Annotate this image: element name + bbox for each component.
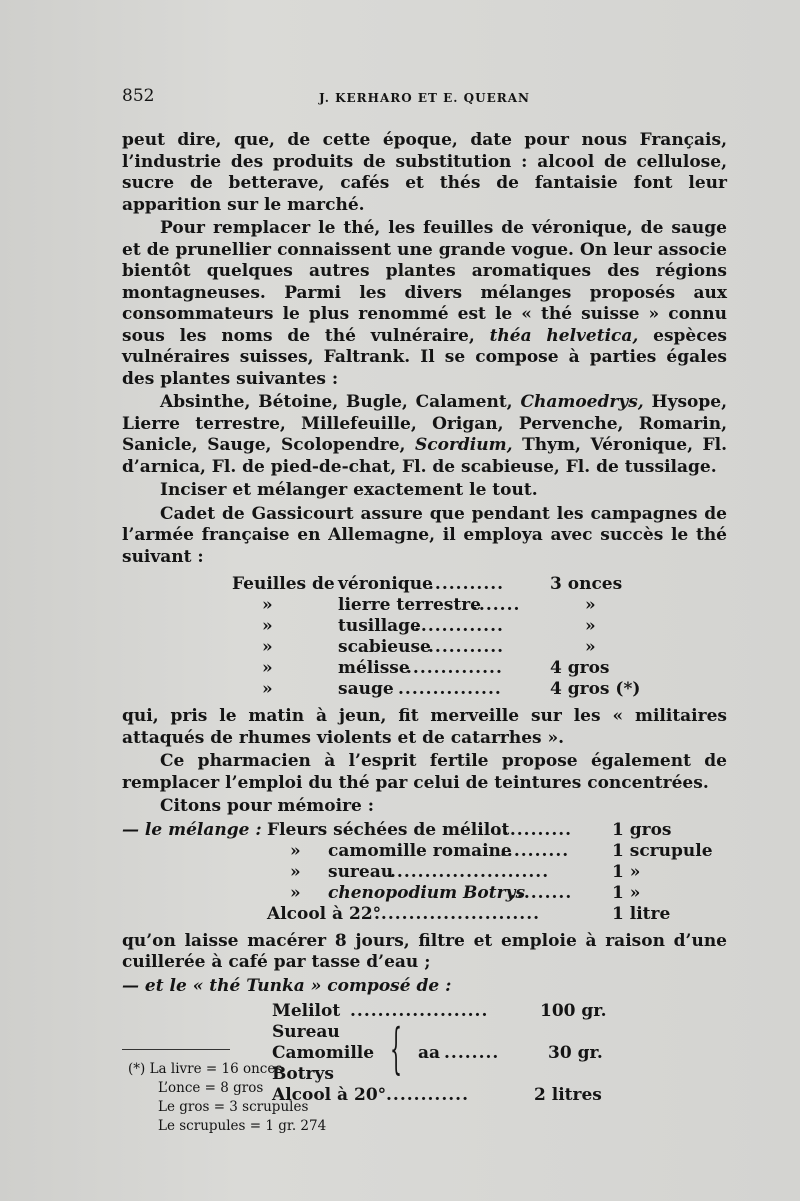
table-row bbox=[122, 820, 727, 841]
recipe-1-table bbox=[122, 574, 727, 700]
leader-dots: .......... bbox=[500, 840, 570, 861]
paragraph-5: Cadet de Gassicourt assure que pendant les campagnes de l’armée française en Allemagne, il employa avec succès le thé suivant : bbox=[122, 503, 727, 567]
leader-dots: .............. bbox=[406, 658, 503, 678]
leader-dots: ........................ bbox=[374, 903, 541, 924]
recipe-3-qty: 2 litres bbox=[534, 1085, 602, 1105]
recipe-1-name: lierre terrestre bbox=[338, 595, 481, 615]
table-row bbox=[122, 616, 727, 637]
recipe-1-col1: » bbox=[262, 616, 273, 636]
table-row bbox=[122, 595, 727, 616]
recipe-3-aa: aa bbox=[418, 1043, 441, 1063]
paragraph-3-italic-1: Chamoedrys, bbox=[520, 392, 644, 412]
page-number: 852 bbox=[122, 86, 155, 106]
paragraph-2-italic: théa helvetica, bbox=[489, 325, 639, 346]
brace-icon: { bbox=[390, 1017, 403, 1080]
recipe-1-qty: 3 onces bbox=[550, 574, 623, 594]
recipe-1-name: tusillage bbox=[338, 616, 421, 636]
recipe-3-name: Botrys bbox=[272, 1064, 334, 1084]
leader-dots: ........... bbox=[428, 574, 505, 594]
recipe-3-name: Camomille bbox=[272, 1043, 375, 1063]
recipe-2-name: camomille romaine bbox=[328, 840, 512, 861]
recipe-1-qty: » bbox=[585, 637, 596, 657]
paragraph-6: qui, pris le matin à jeun, fit merveille sur les « militaires attaqués de rhumes violents et de catarrhes ». bbox=[122, 706, 727, 748]
paragraph-3-italic-2: Scordium, bbox=[415, 435, 513, 455]
leader-dots: .................... bbox=[350, 1001, 489, 1021]
recipe-2-name: Fleurs séchées de mélilot bbox=[267, 819, 510, 840]
paragraph-3 bbox=[122, 392, 727, 478]
table-row bbox=[122, 658, 727, 679]
recipe-1-col1: Feuilles de bbox=[232, 574, 335, 594]
paragraph-10-italic: — et le « thé Tunka » composé de : bbox=[122, 975, 452, 996]
leader-dots: ......... bbox=[510, 882, 573, 903]
paragraph-3-text-end: Thym, Véronique, Fl. d’arnica, Fl. de pied-de-chat, Fl. de scabieuse, Fl. de tussilage. bbox=[122, 435, 727, 477]
recipe-1-col1: » bbox=[262, 658, 273, 678]
recipe-1-qty: 4 gros (*) bbox=[550, 679, 641, 699]
table-row bbox=[122, 574, 727, 595]
recipe-2-table bbox=[122, 820, 727, 925]
leader-dots: ............... bbox=[398, 679, 502, 699]
leader-dots: ............ bbox=[386, 1085, 470, 1105]
recipe-2-name: chenopodium Botrys bbox=[328, 882, 526, 903]
table-row bbox=[122, 904, 727, 925]
recipe-1-qty: 4 gros bbox=[550, 658, 610, 678]
recipe-2-lead bbox=[122, 820, 262, 842]
paragraph-10 bbox=[122, 976, 727, 998]
recipe-1-qty: » bbox=[585, 595, 596, 615]
recipe-2-name: sureau bbox=[328, 861, 394, 882]
running-head: J. KERHARO ET E. QUERAN bbox=[319, 91, 530, 105]
leader-dots: ........ bbox=[444, 1043, 500, 1063]
recipe-3-name: Melilot bbox=[272, 1001, 341, 1021]
recipe-1-name: mélisse bbox=[338, 658, 410, 678]
paragraph-3-text-mid: Hysope, Lierre terrestre, Millefeuille, Origan, Pervenche, Romarin, Sanicle, Sauge, Scolopendre, bbox=[122, 392, 728, 455]
page-header bbox=[122, 86, 727, 110]
table-row bbox=[122, 883, 727, 904]
footnote bbox=[128, 1060, 428, 1136]
leader-dots: ....................... bbox=[390, 861, 550, 882]
recipe-3-qty: 100 gr. bbox=[540, 1001, 607, 1021]
table-row bbox=[122, 637, 727, 658]
paragraph-2-text: Pour remplacer le thé, les feuilles de véronique, de sauge et de prunellier connaissent une grande vogue. On leur associe bientôt quelques autres plantes aromatiques des régions montagneuses. Parmi les divers mélanges proposés aux consommateurs le plus renommé est le « thé suisse » connu sous les noms de thé vulnéraire, bbox=[122, 218, 727, 346]
recipe-2-qty: 1 litre bbox=[612, 903, 671, 924]
paragraph-9: qu’on laisse macérer 8 jours, filtre et emploie à raison d’une cuillerée à café par tasse d’eau ; bbox=[122, 930, 727, 972]
recipe-2-lead-text: — le mélange : bbox=[122, 819, 262, 840]
paragraph-2-text-end: espèces vulnéraires suisses, Faltrank. Il se compose à parties égales des plantes suivantes : bbox=[122, 325, 727, 389]
recipe-1-col1: » bbox=[262, 679, 273, 699]
footnote-line: (*) La livre = 16 onces bbox=[128, 1061, 283, 1077]
table-row bbox=[122, 679, 727, 700]
recipe-3-qty: 30 gr. bbox=[548, 1043, 603, 1063]
leader-dots: ............. bbox=[414, 616, 504, 636]
recipe-2-name: Alcool à 22° bbox=[267, 903, 382, 924]
recipe-1-name: scabieuse bbox=[338, 637, 431, 657]
ditto-mark: » bbox=[290, 882, 301, 903]
leader-dots: ........... bbox=[496, 819, 573, 840]
recipe-1-col1: » bbox=[262, 637, 273, 657]
recipe-2-qty: 1 » bbox=[612, 882, 641, 903]
recipe-3-name: Alcool à 20° bbox=[272, 1085, 387, 1105]
paragraph-7: Ce pharmacien à l’esprit fertile propose également de remplacer l’emploi du thé par celui de teintures concentrées. bbox=[122, 751, 727, 793]
table-row bbox=[122, 841, 727, 862]
recipe-1-name: sauge bbox=[338, 679, 394, 699]
paragraph-1: peut dire, que, de cette époque, date pour nous Français, l’industrie des produits de substitution : alcool de cellulose, sucre de betterave, cafés et thés de fantaisie font leur apparition sur le marché. bbox=[122, 130, 727, 215]
ditto-mark: » bbox=[290, 861, 301, 882]
recipe-2-qty: 1 gros bbox=[612, 819, 672, 840]
leader-dots: ........... bbox=[428, 637, 505, 657]
table-row bbox=[122, 862, 727, 883]
recipe-1-qty: » bbox=[585, 616, 596, 636]
paragraph-4: Inciser et mélanger exactement le tout. bbox=[160, 480, 538, 500]
recipe-1-name: véronique bbox=[338, 574, 433, 594]
footnote-divider bbox=[122, 1049, 230, 1050]
ditto-mark: » bbox=[290, 840, 301, 861]
footnote-line: Le scrupules = 1 gr. 274 bbox=[158, 1118, 327, 1134]
paragraph-2 bbox=[122, 218, 727, 390]
body-text bbox=[122, 130, 727, 1112]
recipe-3-name: Sureau bbox=[272, 1022, 340, 1042]
table-row bbox=[122, 1001, 727, 1022]
recipe-2-qty: 1 » bbox=[612, 861, 641, 882]
paragraph-3-text: Absinthe, Bétoine, Bugle, Calament, bbox=[160, 392, 521, 412]
table-row bbox=[122, 1022, 727, 1043]
footnote-line: Le gros = 3 scrupules bbox=[158, 1099, 309, 1115]
footnote-line: L’once = 8 gros bbox=[158, 1080, 264, 1096]
recipe-2-qty: 1 scrupule bbox=[612, 840, 713, 861]
paragraph-8: Citons pour mémoire : bbox=[160, 796, 375, 816]
recipe-1-col1: » bbox=[262, 595, 273, 615]
leader-dots: ....... bbox=[472, 595, 521, 615]
